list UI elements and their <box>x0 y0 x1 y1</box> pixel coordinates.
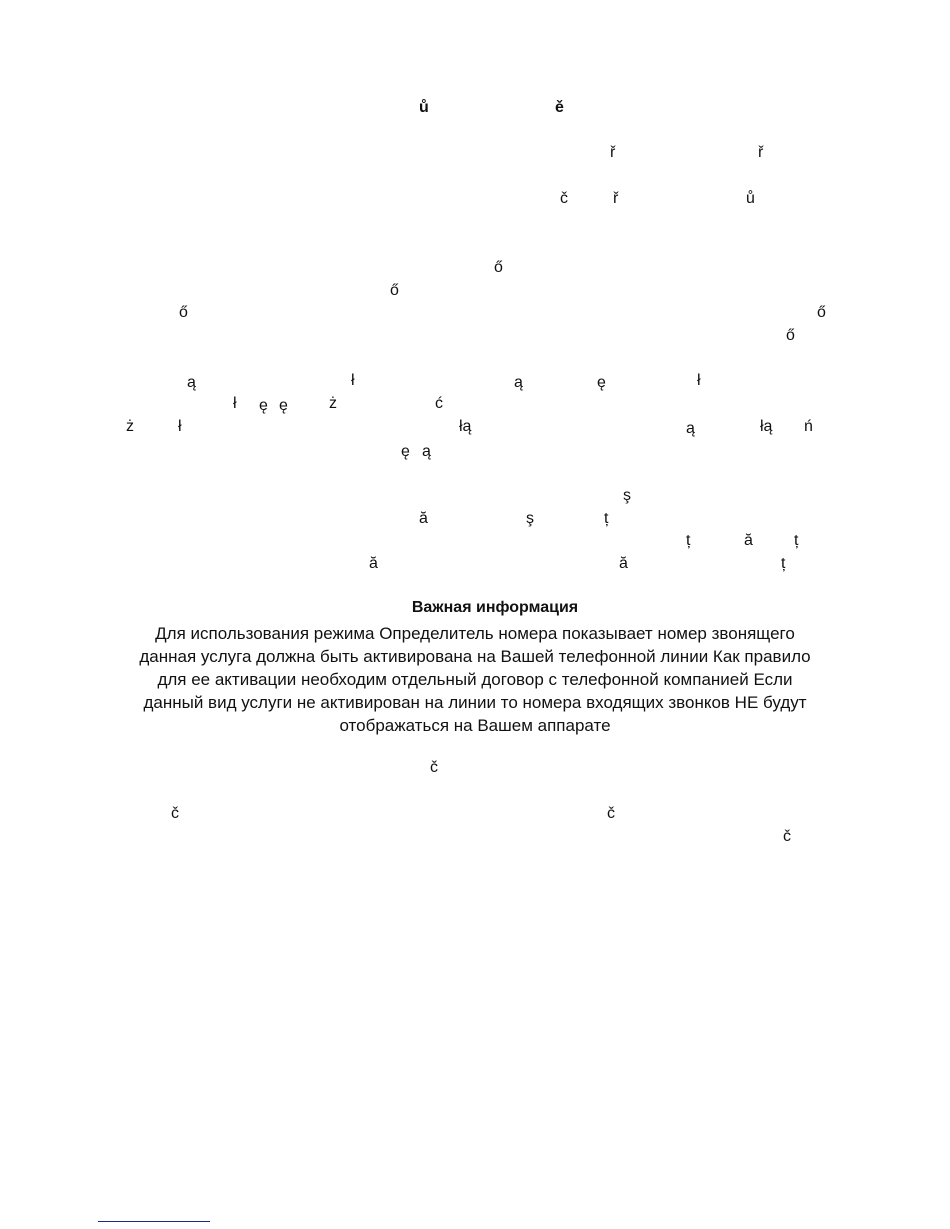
stray-glyph: ě <box>555 99 564 116</box>
stray-glyph: ć <box>435 395 443 412</box>
stray-glyph: ő <box>390 282 399 299</box>
stray-glyph: ů <box>746 190 755 207</box>
stray-glyph: ł <box>233 395 237 412</box>
stray-glyph: ą <box>422 443 431 460</box>
stray-glyph: ă <box>369 555 378 572</box>
stray-glyph: ů <box>419 99 429 116</box>
stray-glyph: ş <box>623 487 631 504</box>
stray-glyph: č <box>430 759 438 776</box>
stray-glyph: ł <box>351 372 355 389</box>
stray-glyph: ę <box>401 443 410 460</box>
stray-glyph: ř <box>610 144 616 161</box>
stray-glyph: ą <box>686 420 695 437</box>
stray-glyph: ő <box>179 304 188 321</box>
stray-glyph: č <box>783 828 791 845</box>
stray-glyph: łą <box>459 418 472 435</box>
stray-glyph: ę <box>259 397 268 414</box>
important-info-title: Важная информация <box>411 599 579 616</box>
stray-glyph: ę <box>279 397 288 414</box>
important-info-line: Для использования режима Определитель номера показывает номер звонящего <box>155 624 795 643</box>
important-info-line: для ее активации необходим отдельный договор с телефонной компанией Если <box>157 670 793 689</box>
important-info-body <box>95 622 855 737</box>
important-info-line: отображаться на Вашем аппарате <box>339 716 611 735</box>
stray-glyph: ł <box>697 372 701 389</box>
stray-glyph: ł <box>178 418 182 435</box>
stray-glyph: ő <box>786 327 795 344</box>
stray-glyph: č <box>607 805 615 822</box>
stray-glyph: łą <box>760 418 773 435</box>
stray-glyph: ț <box>604 510 609 527</box>
stray-glyph: ő <box>494 259 503 276</box>
stray-glyph: ą <box>187 374 196 391</box>
stray-glyph: ț <box>781 555 786 572</box>
stray-glyph: ă <box>419 510 428 527</box>
stray-glyph: ă <box>619 555 628 572</box>
stray-glyph: č <box>560 190 568 207</box>
important-info-line: данный вид услуги не активирован на линии то номера входящих звонков НЕ будут <box>143 693 807 712</box>
important-info-line: данная услуга должна быть активирована на Вашей телефонной линии Как правило <box>139 647 811 666</box>
footnote-separator <box>98 1221 210 1222</box>
stray-glyph: ř <box>613 190 619 207</box>
stray-glyph: ń <box>804 418 813 435</box>
stray-glyph: č <box>171 805 179 822</box>
stray-glyph: ż <box>126 418 134 435</box>
stray-glyph: ř <box>758 144 764 161</box>
stray-glyph: ę <box>597 374 606 391</box>
stray-glyph: ő <box>817 304 826 321</box>
stray-glyph: ą <box>514 374 523 391</box>
stray-glyph: ț <box>794 532 799 549</box>
stray-glyph: ş <box>526 510 534 527</box>
stray-glyph: ț <box>686 532 691 549</box>
stray-glyph: ă <box>744 532 753 549</box>
stray-glyph: ż <box>329 395 337 412</box>
